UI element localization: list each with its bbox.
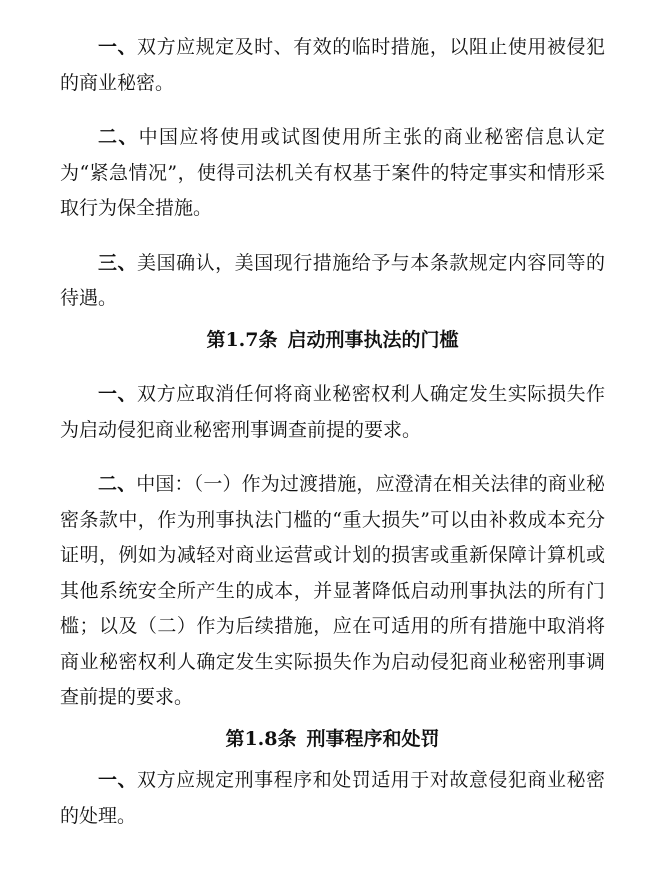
- paragraph-text: 双方应取消任何将商业秘密权利人确定发生实际损失作为启动侵犯商业秘密刑事调查前提的要求。: [60, 383, 605, 441]
- paragraph-lead: 二、: [98, 126, 139, 148]
- article-1-8-heading: [60, 722, 605, 758]
- paragraph-lead: 二、: [98, 473, 137, 495]
- paragraph-1: [60, 30, 605, 101]
- document-page: [60, 30, 605, 853]
- paragraph-lead: 一、: [98, 769, 138, 791]
- article-number: 第1.7条: [206, 328, 278, 351]
- paragraph-text: 双方应规定刑事程序和处罚适用于对故意侵犯商业秘密的处理。: [60, 769, 605, 827]
- paragraph-text: 中国：（一）作为过渡措施，应澄清在相关法律的商业秘密条款中，作为刑事执法门槛的“重大损失”可以由补救成本充分证明，例如为减轻对商业运营或计划的损害或重新保障计算机或其他系统安全所产生的成本，并显著降低启动刑事执法的所有门槛；以及（二）作为后续措施，应在可适用的所有措施中取消将商业秘密权利人确定发生实际损失作为启动侵犯商业秘密刑事调查前提的要求。: [60, 473, 605, 708]
- article-number: 第1.8条: [225, 727, 297, 750]
- paragraph-lead: 三、: [98, 251, 138, 274]
- article-1-8-paragraph-1: [60, 763, 605, 834]
- paragraph-text: 中国应将使用或试图使用所主张的商业秘密信息认定为“紧急情况”，使得司法机关有权基于案件的特定事实和情形采取行为保全措施。: [60, 126, 605, 219]
- article-title: 刑事程序和处罚: [306, 727, 440, 750]
- paragraph-2: [60, 120, 605, 227]
- paragraph-lead: 一、: [98, 36, 138, 58]
- article-1-7-paragraph-2: [60, 467, 605, 716]
- paragraph-3: [60, 246, 605, 317]
- article-1-7-heading: [60, 323, 605, 359]
- paragraph-text: 美国确认，美国现行措施给予与本条款规定内容同等的待遇。: [60, 251, 605, 309]
- paragraph-lead: 一、: [98, 383, 138, 405]
- article-title: 启动刑事执法的门槛: [287, 328, 459, 351]
- paragraph-text: 双方应规定及时、有效的临时措施，以阻止使用被侵犯的商业秘密。: [60, 36, 605, 94]
- article-1-7-paragraph-1: [60, 377, 605, 448]
